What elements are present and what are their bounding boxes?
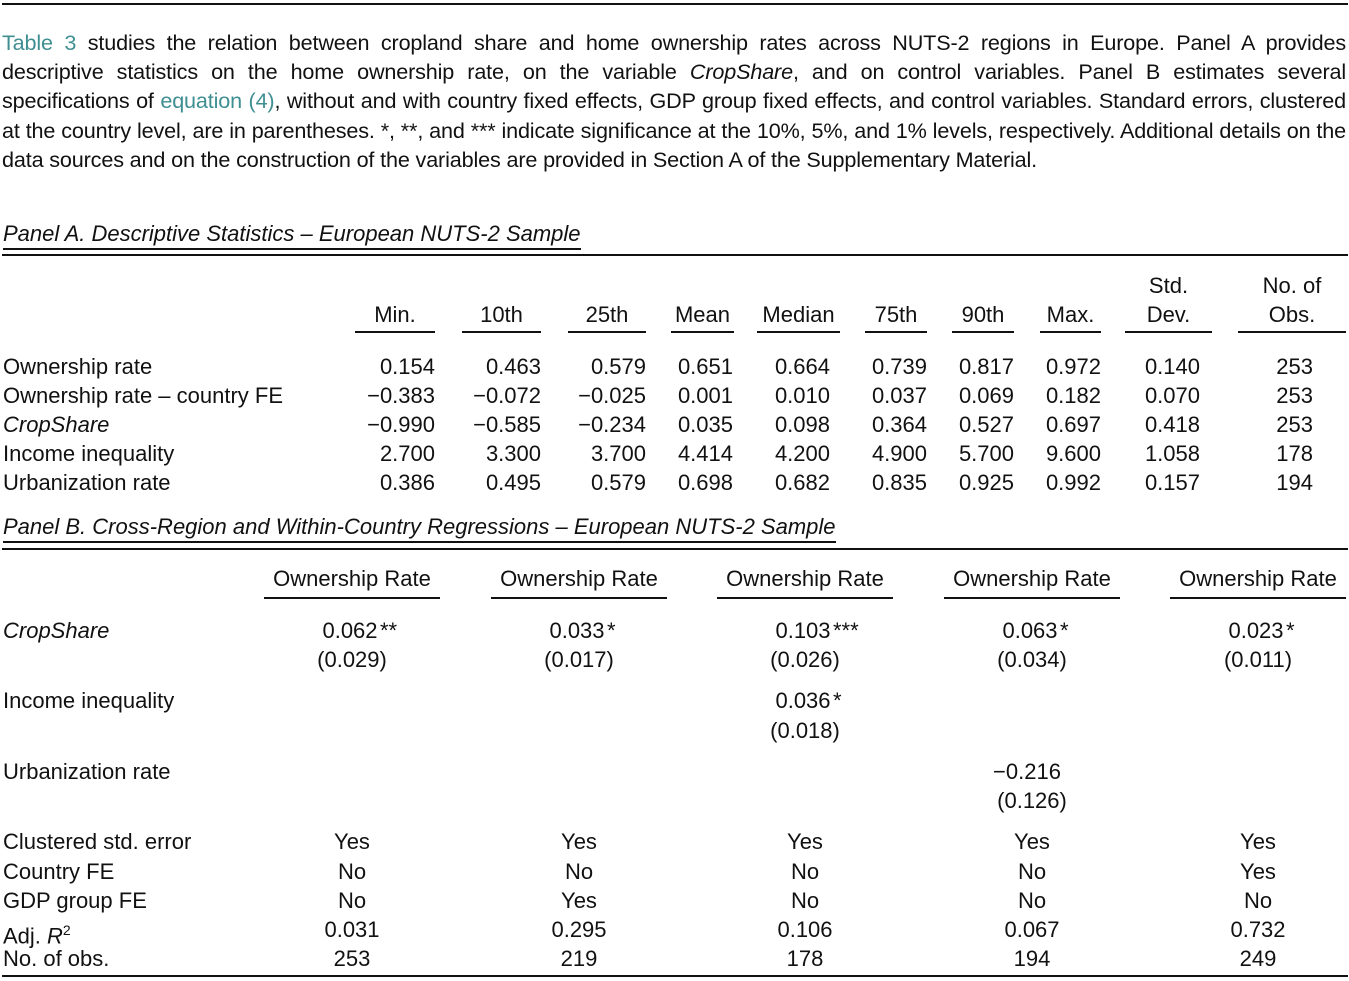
panel-b-footer-cell: Yes xyxy=(334,829,370,854)
panel-b-footer-cell: 194 xyxy=(1013,946,1051,971)
top-rule xyxy=(2,3,1348,5)
panel-b-header-underline xyxy=(264,597,440,599)
panel-b-coef: −0.216 xyxy=(993,759,1061,784)
panel-b-footer-label: Clustered std. error xyxy=(3,829,192,854)
panel-a-cell: 0.037 xyxy=(871,383,927,408)
panel-a-header-underline xyxy=(1238,331,1346,333)
panel-a-row-label: Income inequality xyxy=(3,441,175,466)
panel-b-footer-cell: 178 xyxy=(786,946,824,971)
panel-a-header-underline xyxy=(355,331,435,333)
panel-a-cell: 0.739 xyxy=(871,354,927,379)
panel-b-header: Ownership Rate xyxy=(273,566,431,591)
panel-a-row-label: Ownership rate xyxy=(3,354,153,379)
panel-a-cell: 0.972 xyxy=(1045,354,1101,379)
caption-text-1: studies the relation between cropland share and home ownership rates across NUTS-2 regions in Europe. Panel A provides descriptive statistics on the home ownership rate, on the variable xyxy=(2,30,1346,85)
panel-b-footer-cell: No xyxy=(337,859,367,884)
panel-b-coef: 0.063 * xyxy=(1002,618,1069,643)
panel-a-cell: 4.414 xyxy=(677,441,733,466)
panel-b-se: (0.026) xyxy=(770,647,840,672)
panel-a-header: Min. xyxy=(374,302,416,327)
panel-b-se: (0.011) xyxy=(1223,647,1293,672)
bottom-rule xyxy=(2,975,1348,977)
panel-b-footer-label: GDP group FE xyxy=(3,888,147,913)
panel-b-footer-cell: 0.732 xyxy=(1230,917,1286,942)
panel-a-cell: 1.058 xyxy=(1144,441,1200,466)
panel-a-cell: 0.651 xyxy=(677,354,733,379)
panel-a-cell: −0.990 xyxy=(367,412,435,437)
panel-a-rule xyxy=(2,254,1348,256)
panel-a-row-label: Ownership rate – country FE xyxy=(3,383,284,408)
panel-b-footer-cell: No xyxy=(564,859,594,884)
panel-a-cell: 0.835 xyxy=(871,470,927,495)
panel-a-title: Panel A. Descriptive Statistics – European NUTS-2 Sample xyxy=(3,221,581,250)
panel-b-footer-label: No. of obs. xyxy=(3,946,110,971)
panel-a-cell: 0.070 xyxy=(1144,383,1200,408)
panel-a-cell: 0.579 xyxy=(590,354,646,379)
panel-a-cell: 5.700 xyxy=(958,441,1014,466)
panel-b-se: (0.018) xyxy=(770,718,840,743)
panel-a-cell: 178 xyxy=(1276,441,1313,466)
panel-b-coef: 0.036 * xyxy=(775,688,842,713)
panel-b-footer-cell: 0.067 xyxy=(1004,917,1060,942)
panel-b-se: (0.126) xyxy=(997,788,1067,813)
panel-a-cell: 0.010 xyxy=(774,383,830,408)
panel-b-header-underline xyxy=(491,597,667,599)
panel-a-header: 90th xyxy=(961,302,1005,327)
panel-b-footer-cell: Yes xyxy=(561,888,597,913)
panel-a-cell: 0.579 xyxy=(590,470,646,495)
panel-b-coef: 0.023 * xyxy=(1228,618,1295,643)
panel-a-header: 10th xyxy=(480,302,523,327)
panel-b-footer-cell: No xyxy=(1017,888,1047,913)
panel-a-cell: 0.527 xyxy=(958,412,1014,437)
panel-b-coef: 0.103 *** xyxy=(775,618,859,643)
equation-reference-link[interactable]: equation (4) xyxy=(160,88,275,114)
panel-a-header-line1: No. of xyxy=(1262,273,1322,298)
panel-b-footer-cell: Yes xyxy=(787,829,823,854)
panel-b-coef: 0.033 * xyxy=(549,618,616,643)
panel-a-header: Obs. xyxy=(1268,302,1316,327)
panel-a-header-line1: Std. xyxy=(1148,273,1189,298)
panel-a-cell: 0.035 xyxy=(677,412,733,437)
table-reference-link[interactable]: Table 3 xyxy=(2,30,77,55)
panel-a-cell: 9.600 xyxy=(1045,441,1101,466)
caption-cropshare: CropShare xyxy=(689,59,793,85)
panel-a-cell: 253 xyxy=(1276,412,1313,437)
panel-a-cell: −0.234 xyxy=(578,412,646,437)
panel-b-footer-cell: 253 xyxy=(333,946,371,971)
panel-a-header: Mean xyxy=(674,302,731,327)
panel-a-header-underline xyxy=(568,331,646,333)
panel-a-cell: 253 xyxy=(1276,383,1313,408)
panel-b-footer-cell: 249 xyxy=(1239,946,1277,971)
panel-b-income-label: Income inequality xyxy=(3,688,175,713)
panel-a-header: Max. xyxy=(1046,302,1095,327)
panel-b-footer-cell: No xyxy=(337,888,367,913)
panel-b-se: (0.017) xyxy=(544,647,614,672)
panel-a-cell: 0.182 xyxy=(1045,383,1101,408)
panel-b-footer-cell: No xyxy=(790,859,820,884)
table-caption xyxy=(2,28,1346,174)
panel-b-se: (0.029) xyxy=(317,647,387,672)
panel-b-footer-cell: Yes xyxy=(1240,859,1276,884)
panel-a-cell: −0.072 xyxy=(473,383,541,408)
panel-b-footer-cell: Yes xyxy=(561,829,597,854)
panel-a-cell: 3.700 xyxy=(590,441,646,466)
panel-b-footer-label: Adj. $R^2$ xyxy=(3,922,71,949)
panel-a-cell: 253 xyxy=(1276,354,1313,379)
panel-a-cell: 2.700 xyxy=(379,441,435,466)
panel-a-header-underline xyxy=(671,331,734,333)
panel-a-cell: 0.418 xyxy=(1144,412,1200,437)
panel-b-footer-cell: Yes xyxy=(1014,829,1050,854)
panel-a-header-underline xyxy=(865,331,927,333)
panel-b-header-underline xyxy=(1170,597,1346,599)
panel-a-cell: 0.140 xyxy=(1144,354,1200,379)
panel-b-footer-cell: Yes xyxy=(1240,829,1276,854)
panel-a-cell: 0.157 xyxy=(1144,470,1200,495)
panel-b-footer-cell: 0.106 xyxy=(777,917,833,942)
panel-a-cell: −0.025 xyxy=(578,383,646,408)
panel-b-se: (0.034) xyxy=(997,647,1067,672)
panel-a-header-underline xyxy=(757,331,840,333)
panel-a-cell: 0.697 xyxy=(1045,412,1101,437)
panel-a-header-underline xyxy=(1040,331,1101,333)
panel-a-cell: −0.585 xyxy=(473,412,541,437)
panel-b-title: Panel B. Cross-Region and Within-Country Regressions – European NUTS-2 Sample xyxy=(3,514,836,543)
panel-a-cell: 194 xyxy=(1276,470,1313,495)
panel-b-header: Ownership Rate xyxy=(726,566,884,591)
panel-a-cell: 0.682 xyxy=(774,470,830,495)
panel-a-cell: 0.817 xyxy=(958,354,1014,379)
panel-a-row-label: Urbanization rate xyxy=(3,470,171,495)
panel-a-cell: 0.698 xyxy=(677,470,733,495)
panel-a-cell: 0.992 xyxy=(1045,470,1101,495)
panel-a-cell: 0.069 xyxy=(958,383,1014,408)
panel-a-cell: 0.098 xyxy=(774,412,830,437)
panel-a-cell: 0.386 xyxy=(379,470,435,495)
panel-b-footer-cell: 219 xyxy=(560,946,598,971)
panel-a-header-underline xyxy=(462,331,541,333)
panel-b-footer-label: Country FE xyxy=(3,859,115,884)
panel-a-header-underline xyxy=(1125,331,1212,333)
panel-a-cell: 4.200 xyxy=(774,441,830,466)
caption-text-2: , and on control variables. Panel B estimates several specifications of xyxy=(2,59,1346,114)
panel-a-header-underline xyxy=(952,331,1014,333)
panel-a-cell: 0.364 xyxy=(871,412,927,437)
panel-b-header-underline xyxy=(717,597,893,599)
panel-a-cell: 0.001 xyxy=(677,383,733,408)
panel-b-rule xyxy=(2,548,1348,550)
panel-a-cell: 0.925 xyxy=(958,470,1014,495)
panel-b-header-underline xyxy=(944,597,1120,599)
panel-a-cell: 4.900 xyxy=(871,441,927,466)
caption-text-3: , without and with country fixed effects, GDP group fixed effects, and control variables. Standard errors, clustered at the country level, are in parentheses. *, **, and *** indicate significance at the 10%, 5%, and 1% levels, respectively. Additional details on the data sources and on the construction of the variables are provided in Section A of the Supplementary Material. xyxy=(2,88,1346,172)
panel-b-header: Ownership Rate xyxy=(1179,566,1337,591)
panel-a-cell: 3.300 xyxy=(485,441,541,466)
panel-a-row-label: CropShare xyxy=(3,412,110,437)
panel-a-cell: 0.154 xyxy=(379,354,435,379)
panel-b-footer-cell: 0.031 xyxy=(324,917,380,942)
panel-b-cropshare-label: CropShare xyxy=(3,618,110,643)
panel-a-cell: 0.664 xyxy=(774,354,830,379)
panel-b-footer-cell: 0.295 xyxy=(551,917,607,942)
panel-a-header: 75th xyxy=(874,302,918,327)
panel-b-coef: 0.062 ** xyxy=(322,618,398,643)
panel-b-footer-cell: No xyxy=(1017,859,1047,884)
panel-b-header: Ownership Rate xyxy=(500,566,658,591)
panel-a-cell: 0.463 xyxy=(485,354,541,379)
panel-a-cell: 0.495 xyxy=(485,470,541,495)
panel-a-cell: −0.383 xyxy=(367,383,435,408)
panel-a-header: Dev. xyxy=(1146,302,1191,327)
panel-a-header: 25th xyxy=(585,302,629,327)
panel-b-footer-cell: No xyxy=(790,888,820,913)
panel-b-footer-cell: No xyxy=(1243,888,1273,913)
panel-a-header: Median xyxy=(762,302,835,327)
panel-b-urban-label: Urbanization rate xyxy=(3,759,171,784)
panel-b-header: Ownership Rate xyxy=(953,566,1111,591)
